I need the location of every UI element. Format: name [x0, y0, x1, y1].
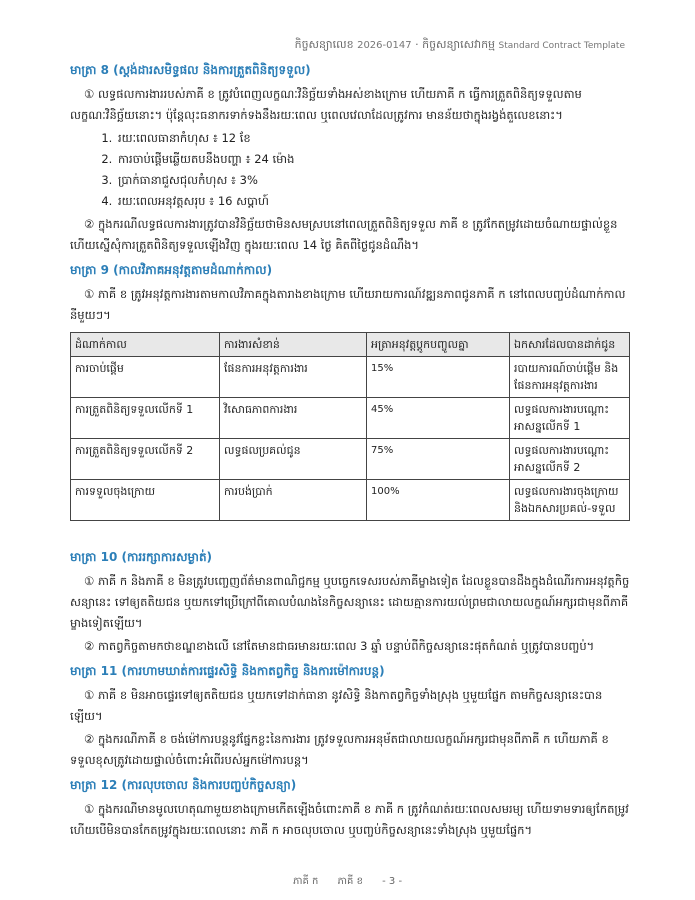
column-header-deliverables: ឯកសារដែលបានដាក់ជូន	[510, 333, 630, 357]
article-12-title: (ការលុបចោល និងការបញ្ចប់កិច្ចសន្យា)	[121, 778, 297, 792]
table-cell: ការចាប់ផ្តើម	[71, 357, 220, 398]
column-header-phase: ដំណាក់កាល	[71, 333, 220, 357]
contract-number: 2026-0147	[357, 40, 412, 51]
criteria-item: 4. រយៈពេលអនុវត្តសរុប ៖ 16 សប្តាហ៍	[116, 191, 630, 212]
article-10-label: មាត្រា 10	[70, 550, 118, 564]
table-cell: ការត្រួតពិនិត្យទទួលលើកទី 1	[71, 398, 220, 439]
table-row	[71, 439, 630, 480]
article-9-title: (កាលវិភាគអនុវត្តតាមដំណាក់កាល)	[113, 263, 273, 277]
page-number: - 3 -	[382, 876, 403, 887]
table-cell: 100%	[367, 480, 510, 521]
table-cell: ផែនការអនុវត្តការងារ	[220, 357, 367, 398]
header-separator: ·	[415, 38, 419, 51]
table-row	[71, 357, 630, 398]
article-11-paragraph-1: ① ភាគី ខ មិនអាចផ្ទេរទៅឲ្យតតិយជន ឬយកទៅដាក់ធានា នូវសិទ្ធិ និងកាតព្វកិច្ចទាំងស្រុង ឬមួយផ្នែក តាមកិច្ចសន្យានេះបានឡើយ។	[70, 688, 603, 723]
document-body	[70, 56, 630, 843]
article-9-paragraph-1: ① ភាគី ខ ត្រូវអនុវត្តការងារតាមកាលវិភាគក្នុងតារាងខាងក្រោម ហើយរាយការណ៍វឌ្ឍនភាពជូនភាគី ក នៅពេលបញ្ចប់ដំណាក់កាលនីមួយៗ។	[70, 287, 626, 322]
article-11-label: មាត្រា 11	[70, 664, 118, 678]
article-10-paragraph-2: ② កាតព្វកិច្ចតាមកថាខណ្ឌខាងលើ នៅតែមានជាធរមានរយៈពេល 3 ឆ្នាំ បន្ទាប់ពីកិច្ចសន្យានេះផុតកំណត់ ឬត្រូវបានបញ្ចប់។	[84, 639, 595, 653]
table-cell: 75%	[367, 439, 510, 480]
table-cell: ការត្រួតពិនិត្យទទួលលើកទី 2	[71, 439, 220, 480]
article-8-paragraph-1: ① លទ្ធផលការងាររបស់ភាគី ខ ត្រូវបំពេញលក្ខណៈវិនិច្ឆ័យទាំងអស់ខាងក្រោម ហើយភាគី ក ធ្វើការត្រួតពិនិត្យទទួលតាមលក្ខណៈវិនិច្ឆ័យនោះ។ ប៉ុន្តែលុះធនាករទាក់ទងនឹងរយៈពេល ឬពេលវេលាដែលត្រូវការ មានន័យថាក្នុងរង្វង់តួលេខនោះ។	[70, 87, 582, 122]
article-10-title: (ការរក្សាការសម្ងាត់)	[121, 550, 213, 564]
article-12-label: មាត្រា 12	[70, 778, 118, 792]
article-8-title: (ស្តង់ដារសមិទ្ធផល និងការត្រួតពិនិត្យទទួល)	[113, 63, 311, 77]
article-9-label: មាត្រា 9	[70, 263, 109, 277]
table-cell: 45%	[367, 398, 510, 439]
article-8-label: មាត្រា 8	[70, 63, 109, 77]
article-11-paragraph-2: ② ក្នុងករណីភាគី ខ ចង់ម៉ៅការបន្តនូវផ្នែកខ្លះនៃការងារ ត្រូវទទួលការអនុម័តជាលាយលក្ខណ៍អក្សរជាមុនពីភាគី ក ហើយភាគី ខ ទទួលខុសត្រូវដោយផ្ទាល់ចំពោះអំពើរបស់អ្នកម៉ៅការបន្ត។	[70, 732, 609, 767]
milestone-table	[70, 332, 630, 521]
article-10-paragraph-1: ① ភាគី ក និងភាគី ខ មិនត្រូវបញ្ចេញព័ត៌មានពាណិជ្ជកម្ម ឬបច្ចេកទេសរបស់ភាគីម្ខាងទៀត ដែលខ្លួនបានដឹងក្នុងដំណើរការអនុវត្តកិច្ចសន្យានេះ ទៅឲ្យតតិយជន ឬយកទៅប្រើក្រៅពីគោលបំណងនៃកិច្ចសន្យានេះ ដោយគ្មានការយល់ព្រមជាលាយលក្ខណ៍អក្សរជាមុនពីភាគីម្ខាងទៀតឡើយ។	[70, 574, 630, 630]
article-12-paragraph-1: ① ក្នុងករណីមានមូលហេតុណាមួយខាងក្រោមកើតឡើងចំពោះភាគី ខ ភាគី ក ត្រូវកំណត់រយៈពេលសមរម្យ ហើយទាមទារឲ្យកែតម្រូវ ហើយបើមិនបានកែតម្រូវក្នុងរយៈពេលនោះ ភាគី ក អាចលុបចោល ឬបញ្ចប់កិច្ចសន្យានេះទាំងស្រុង ឬមួយផ្នែក។	[70, 802, 629, 837]
table-header-row	[71, 333, 630, 357]
table-row	[71, 480, 630, 521]
article-9-heading	[70, 262, 630, 280]
table-cell: ការទទួលចុងក្រោយ	[71, 480, 220, 521]
article-10-heading	[70, 549, 630, 567]
contract-number-label: កិច្ចសន្យាលេខ	[294, 38, 354, 51]
article-8-criteria-list	[70, 128, 630, 212]
column-header-cumulative-rate: អត្រាអនុវត្តប្តូកបញ្ចូលគ្នា	[367, 333, 510, 357]
article-12-heading	[70, 777, 630, 795]
table-cell: លទ្ធផលការងារបណ្តោះអាសន្នលើកទី 1	[510, 398, 630, 439]
column-header-main-work: ការងារសំខាន់	[220, 333, 367, 357]
table-cell: របាយការណ៍ចាប់ផ្តើម និងផែនការអនុវត្តការងារ	[510, 357, 630, 398]
article-11-heading	[70, 663, 630, 681]
article-8-paragraph-2: ② ក្នុងករណីលទ្ធផលការងារត្រូវបានវិនិច្ឆ័យថាមិនសមស្របនៅពេលត្រួតពិនិត្យទទួល ភាគី ខ ត្រូវកែតម្រូវដោយចំណាយផ្ទាល់ខ្លួន ហើយស្នើសុំការត្រួតពិនិត្យទទួលឡើងវិញ ក្នុងរយៈពេល 14 ថ្ងៃ គិតពីថ្ងៃជូនដំណឹង។	[70, 217, 618, 252]
table-cell: វិសោធភាពការងារ	[220, 398, 367, 439]
table-cell: លទ្ធផលការងារបណ្តោះអាសន្នលើកទី 2	[510, 439, 630, 480]
template-name: Standard Contract Template	[498, 41, 625, 51]
criteria-item: 3. ប្រាក់ធានាជួសជុលកំហុស ៖ 3%	[116, 170, 630, 191]
footer-party-b: ភាគី ខ	[337, 876, 363, 887]
contract-type: កិច្ចសន្យាសេវាកម្ម	[422, 38, 496, 51]
criteria-item: 2. ការចាប់ផ្តើមឆ្លើយតបនឹងបញ្ហា ៖ 24 ម៉ោង	[116, 149, 630, 170]
table-cell: ការបង់ប្រាក់	[220, 480, 367, 521]
table-cell: លទ្ធផលការងារចុងក្រោយ និងឯកសារប្រគល់-ទទួល	[510, 480, 630, 521]
table-cell: លទ្ធផលប្រគល់ជូន	[220, 439, 367, 480]
page-header	[295, 38, 625, 54]
article-8-heading	[70, 62, 630, 80]
criteria-item: 1. រយៈពេលធានាកំហុស ៖ 12 ខែ	[116, 128, 630, 149]
table-cell: 15%	[367, 357, 510, 398]
page-footer	[0, 874, 695, 889]
article-11-title: (ការហាមឃាត់ការផ្ទេរសិទ្ធិ និងកាតព្វកិច្ច និងការម៉ៅការបន្ត)	[121, 664, 385, 678]
table-row	[71, 398, 630, 439]
footer-party-a: ភាគី ក	[292, 876, 319, 887]
